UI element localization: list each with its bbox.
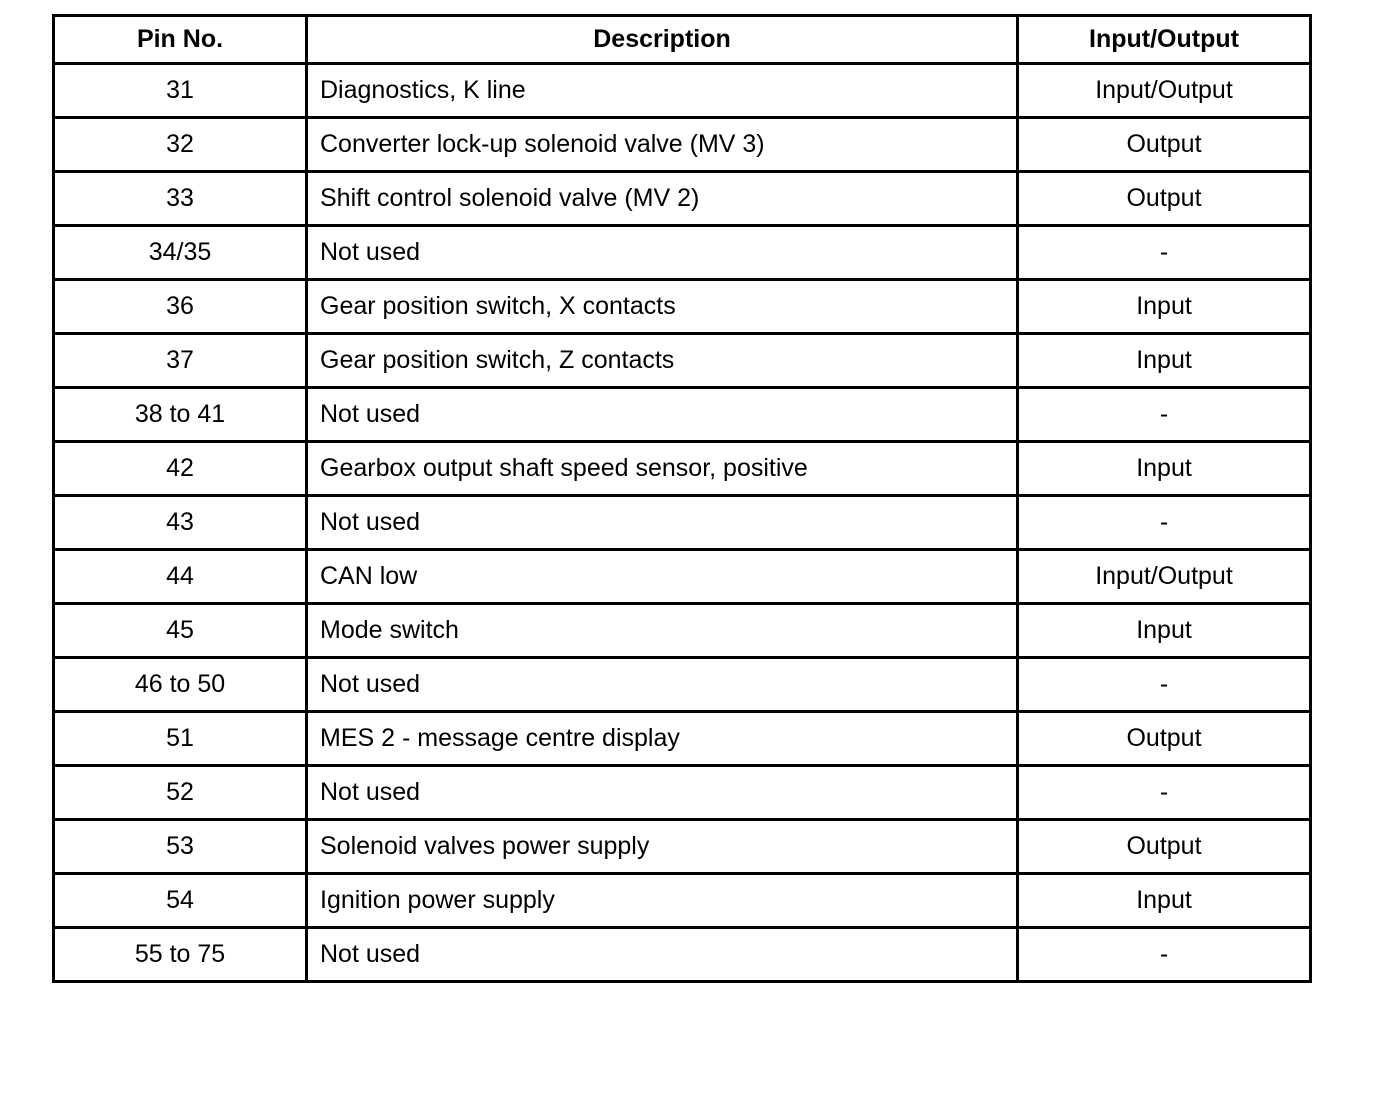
io-cell: Output [1018, 712, 1311, 766]
pin-cell: 32 [54, 118, 307, 172]
pin-cell: 51 [54, 712, 307, 766]
pin-cell: 46 to 50 [54, 658, 307, 712]
io-cell: - [1018, 388, 1311, 442]
table-row [54, 280, 1311, 334]
table-row [54, 226, 1311, 280]
table-body [54, 64, 1311, 982]
pin-cell: 34/35 [54, 226, 307, 280]
description-cell: Converter lock-up solenoid valve (MV 3) [307, 118, 1018, 172]
io-cell: Input [1018, 280, 1311, 334]
pin-cell: 44 [54, 550, 307, 604]
pin-cell: 38 to 41 [54, 388, 307, 442]
io-cell: Output [1018, 118, 1311, 172]
pin-cell: 45 [54, 604, 307, 658]
header-row [54, 16, 1311, 64]
header-input-output: Input/Output [1018, 16, 1311, 64]
table-row [54, 604, 1311, 658]
pin-cell: 42 [54, 442, 307, 496]
description-cell: Not used [307, 388, 1018, 442]
header-description: Description [307, 16, 1018, 64]
io-cell: - [1018, 928, 1311, 982]
description-cell: Solenoid valves power supply [307, 820, 1018, 874]
table-row [54, 496, 1311, 550]
pin-cell: 53 [54, 820, 307, 874]
description-cell: Gear position switch, X contacts [307, 280, 1018, 334]
header-pin-no: Pin No. [54, 16, 307, 64]
table-row [54, 712, 1311, 766]
description-cell: Mode switch [307, 604, 1018, 658]
table-row [54, 658, 1311, 712]
pin-cell: 31 [54, 64, 307, 118]
pin-cell: 54 [54, 874, 307, 928]
table-row [54, 388, 1311, 442]
io-cell: - [1018, 658, 1311, 712]
table-row [54, 550, 1311, 604]
io-cell: Input [1018, 334, 1311, 388]
description-cell: Not used [307, 928, 1018, 982]
description-cell: Not used [307, 496, 1018, 550]
pin-cell: 55 to 75 [54, 928, 307, 982]
table-row [54, 928, 1311, 982]
table-row [54, 64, 1311, 118]
description-cell: Shift control solenoid valve (MV 2) [307, 172, 1018, 226]
description-cell: Not used [307, 226, 1018, 280]
table-row [54, 766, 1311, 820]
description-cell: Gearbox output shaft speed sensor, positive [307, 442, 1018, 496]
io-cell: - [1018, 496, 1311, 550]
io-cell: Input/Output [1018, 550, 1311, 604]
pin-table [52, 14, 1312, 983]
pin-cell: 37 [54, 334, 307, 388]
description-cell: Not used [307, 658, 1018, 712]
io-cell: Input [1018, 604, 1311, 658]
table-row [54, 820, 1311, 874]
io-cell: Input [1018, 442, 1311, 496]
description-cell: Gear position switch, Z contacts [307, 334, 1018, 388]
table-row [54, 442, 1311, 496]
description-cell: Not used [307, 766, 1018, 820]
description-cell: Ignition power supply [307, 874, 1018, 928]
io-cell: Input/Output [1018, 64, 1311, 118]
table-header [54, 16, 1311, 64]
table-row [54, 118, 1311, 172]
pin-cell: 33 [54, 172, 307, 226]
table-row [54, 172, 1311, 226]
description-cell: MES 2 - message centre display [307, 712, 1018, 766]
io-cell: Output [1018, 172, 1311, 226]
io-cell: Input [1018, 874, 1311, 928]
io-cell: - [1018, 766, 1311, 820]
table-row [54, 334, 1311, 388]
pin-cell: 52 [54, 766, 307, 820]
pin-cell: 36 [54, 280, 307, 334]
description-cell: CAN low [307, 550, 1018, 604]
description-cell: Diagnostics, K line [307, 64, 1018, 118]
pin-cell: 43 [54, 496, 307, 550]
io-cell: Output [1018, 820, 1311, 874]
table-row [54, 874, 1311, 928]
io-cell: - [1018, 226, 1311, 280]
